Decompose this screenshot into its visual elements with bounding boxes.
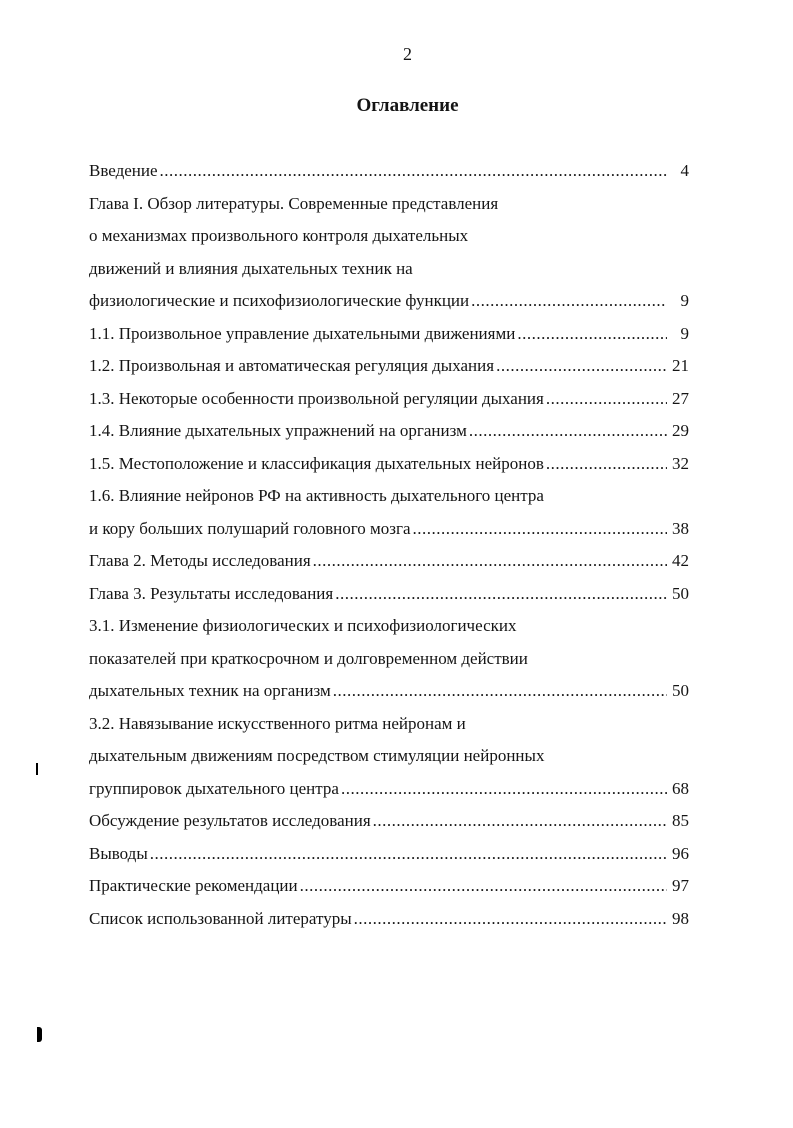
toc-page-number: 32 <box>672 453 689 473</box>
toc-page-number: 29 <box>672 421 689 440</box>
toc-entry-title: Список использованной литературы <box>89 908 352 928</box>
toc-entry-title: Введение <box>89 161 158 180</box>
toc-entry-row <box>89 415 689 448</box>
toc-entry-line: Глава I. Обзор литературы. Современные представления <box>89 193 499 213</box>
toc-entry-title: и кору больших полушарий головного мозга <box>89 518 411 538</box>
toc-entry-row <box>89 383 689 416</box>
toc-entry <box>89 318 689 351</box>
toc-page-number: 68 <box>672 778 689 798</box>
toc-page-number: 50 <box>672 583 689 603</box>
toc-dot-leader <box>150 838 667 871</box>
toc-entry-row <box>89 675 689 708</box>
toc-entry-title: 1.1. Произвольное управление дыхательными движениями <box>89 323 516 343</box>
toc-page-number: 85 <box>672 811 689 830</box>
toc-page-number: 98 <box>672 908 689 928</box>
toc-entry-row <box>89 318 689 351</box>
toc-entry-title: Практические рекомендации <box>89 876 298 895</box>
toc-entry-title: 1.5. Местоположение и классификация дыхательных нейронов <box>89 453 544 473</box>
page-number: 2 <box>403 44 412 64</box>
toc-entry-title: физиологические и психофизиологические функции <box>89 291 470 310</box>
toc-dot-leader <box>300 870 667 903</box>
scan-edge-mark <box>36 763 38 775</box>
table-of-contents <box>89 155 689 935</box>
toc-page-number: 96 <box>672 843 689 863</box>
toc-entry <box>89 903 689 936</box>
toc-page-number: 27 <box>672 388 689 408</box>
toc-dot-leader <box>335 578 667 611</box>
toc-entry-row <box>89 578 689 611</box>
toc-entry-line: 3.1. Изменение физиологических и психофизиологических <box>89 616 517 635</box>
toc-entry-line: о механизмах произвольного контроля дыхательных <box>89 226 469 245</box>
toc-entry <box>89 415 689 448</box>
toc-entry <box>89 578 689 611</box>
toc-entry-row <box>89 448 689 481</box>
toc-entry-title: Выводы <box>89 843 148 863</box>
toc-dot-leader <box>413 513 667 546</box>
toc-entry-title: Глава 2. Методы исследования <box>89 551 311 570</box>
toc-entry-title: 1.3. Некоторые особенности произвольной регуляции дыхания <box>89 388 544 408</box>
toc-dot-leader <box>373 805 667 838</box>
toc-entry <box>89 448 689 481</box>
toc-entry-row <box>89 513 689 546</box>
toc-dot-leader <box>517 318 667 351</box>
toc-page-number: 21 <box>672 356 689 375</box>
toc-entry <box>89 188 689 318</box>
toc-entry-line: дыхательным движениям посредством стимуляции нейронных <box>89 746 545 765</box>
toc-entry-title: дыхательных техник на организм <box>89 681 331 700</box>
toc-entry-row <box>89 545 689 578</box>
scan-edge-mark <box>37 1027 42 1042</box>
toc-dot-leader <box>471 285 667 318</box>
toc-dot-leader <box>333 675 667 708</box>
toc-entry-line: 1.6. Влияние нейронов РФ на активность дыхательного центра <box>89 486 544 505</box>
toc-entry-title: группировок дыхательного центра <box>89 778 339 798</box>
toc-dot-leader <box>546 383 667 416</box>
toc-dot-leader <box>546 448 667 481</box>
toc-page-number: 9 <box>680 323 689 343</box>
toc-page-number: 42 <box>672 551 689 570</box>
toc-dot-leader <box>469 415 667 448</box>
toc-entry <box>89 480 689 545</box>
toc-entry-row <box>89 155 689 188</box>
toc-entry-row <box>89 773 689 806</box>
toc-entry <box>89 350 689 383</box>
toc-entry-title: Глава 3. Результаты исследования <box>89 583 334 603</box>
toc-entry <box>89 838 689 871</box>
toc-page-number: 50 <box>672 681 689 700</box>
toc-entry-row <box>89 285 689 318</box>
toc-entry <box>89 610 689 708</box>
toc-entry <box>89 870 689 903</box>
toc-entry <box>89 805 689 838</box>
toc-entry <box>89 383 689 416</box>
toc-entry <box>89 708 689 806</box>
toc-entry <box>89 545 689 578</box>
toc-entry-row <box>89 805 689 838</box>
toc-entry-title: 1.4. Влияние дыхательных упражнений на организм <box>89 421 467 440</box>
toc-page-number: 9 <box>680 291 689 310</box>
toc-dot-leader <box>341 773 667 806</box>
toc-entry-title: Обсуждение результатов исследования <box>89 811 371 830</box>
toc-entry-row <box>89 838 689 871</box>
toc-entry-line: показателей при краткосрочном и долговременном действии <box>89 648 528 668</box>
toc-dot-leader <box>496 350 667 383</box>
toc-entry <box>89 155 689 188</box>
toc-entry-row <box>89 350 689 383</box>
toc-entry-row <box>89 870 689 903</box>
toc-page-number: 97 <box>672 876 689 895</box>
toc-dot-leader <box>160 155 667 188</box>
toc-dot-leader <box>313 545 667 578</box>
toc-entry-line: движений и влияния дыхательных техник на <box>89 258 413 278</box>
toc-entry-line: 3.2. Навязывание искусственного ритма нейронам и <box>89 713 466 733</box>
toc-page-number: 38 <box>672 518 689 538</box>
toc-entry-title: 1.2. Произвольная и автоматическая регуляция дыхания <box>89 356 495 375</box>
toc-dot-leader <box>354 903 667 936</box>
toc-page-number: 4 <box>680 161 689 180</box>
toc-title: Оглавление <box>356 95 459 116</box>
toc-entry-row <box>89 903 689 936</box>
